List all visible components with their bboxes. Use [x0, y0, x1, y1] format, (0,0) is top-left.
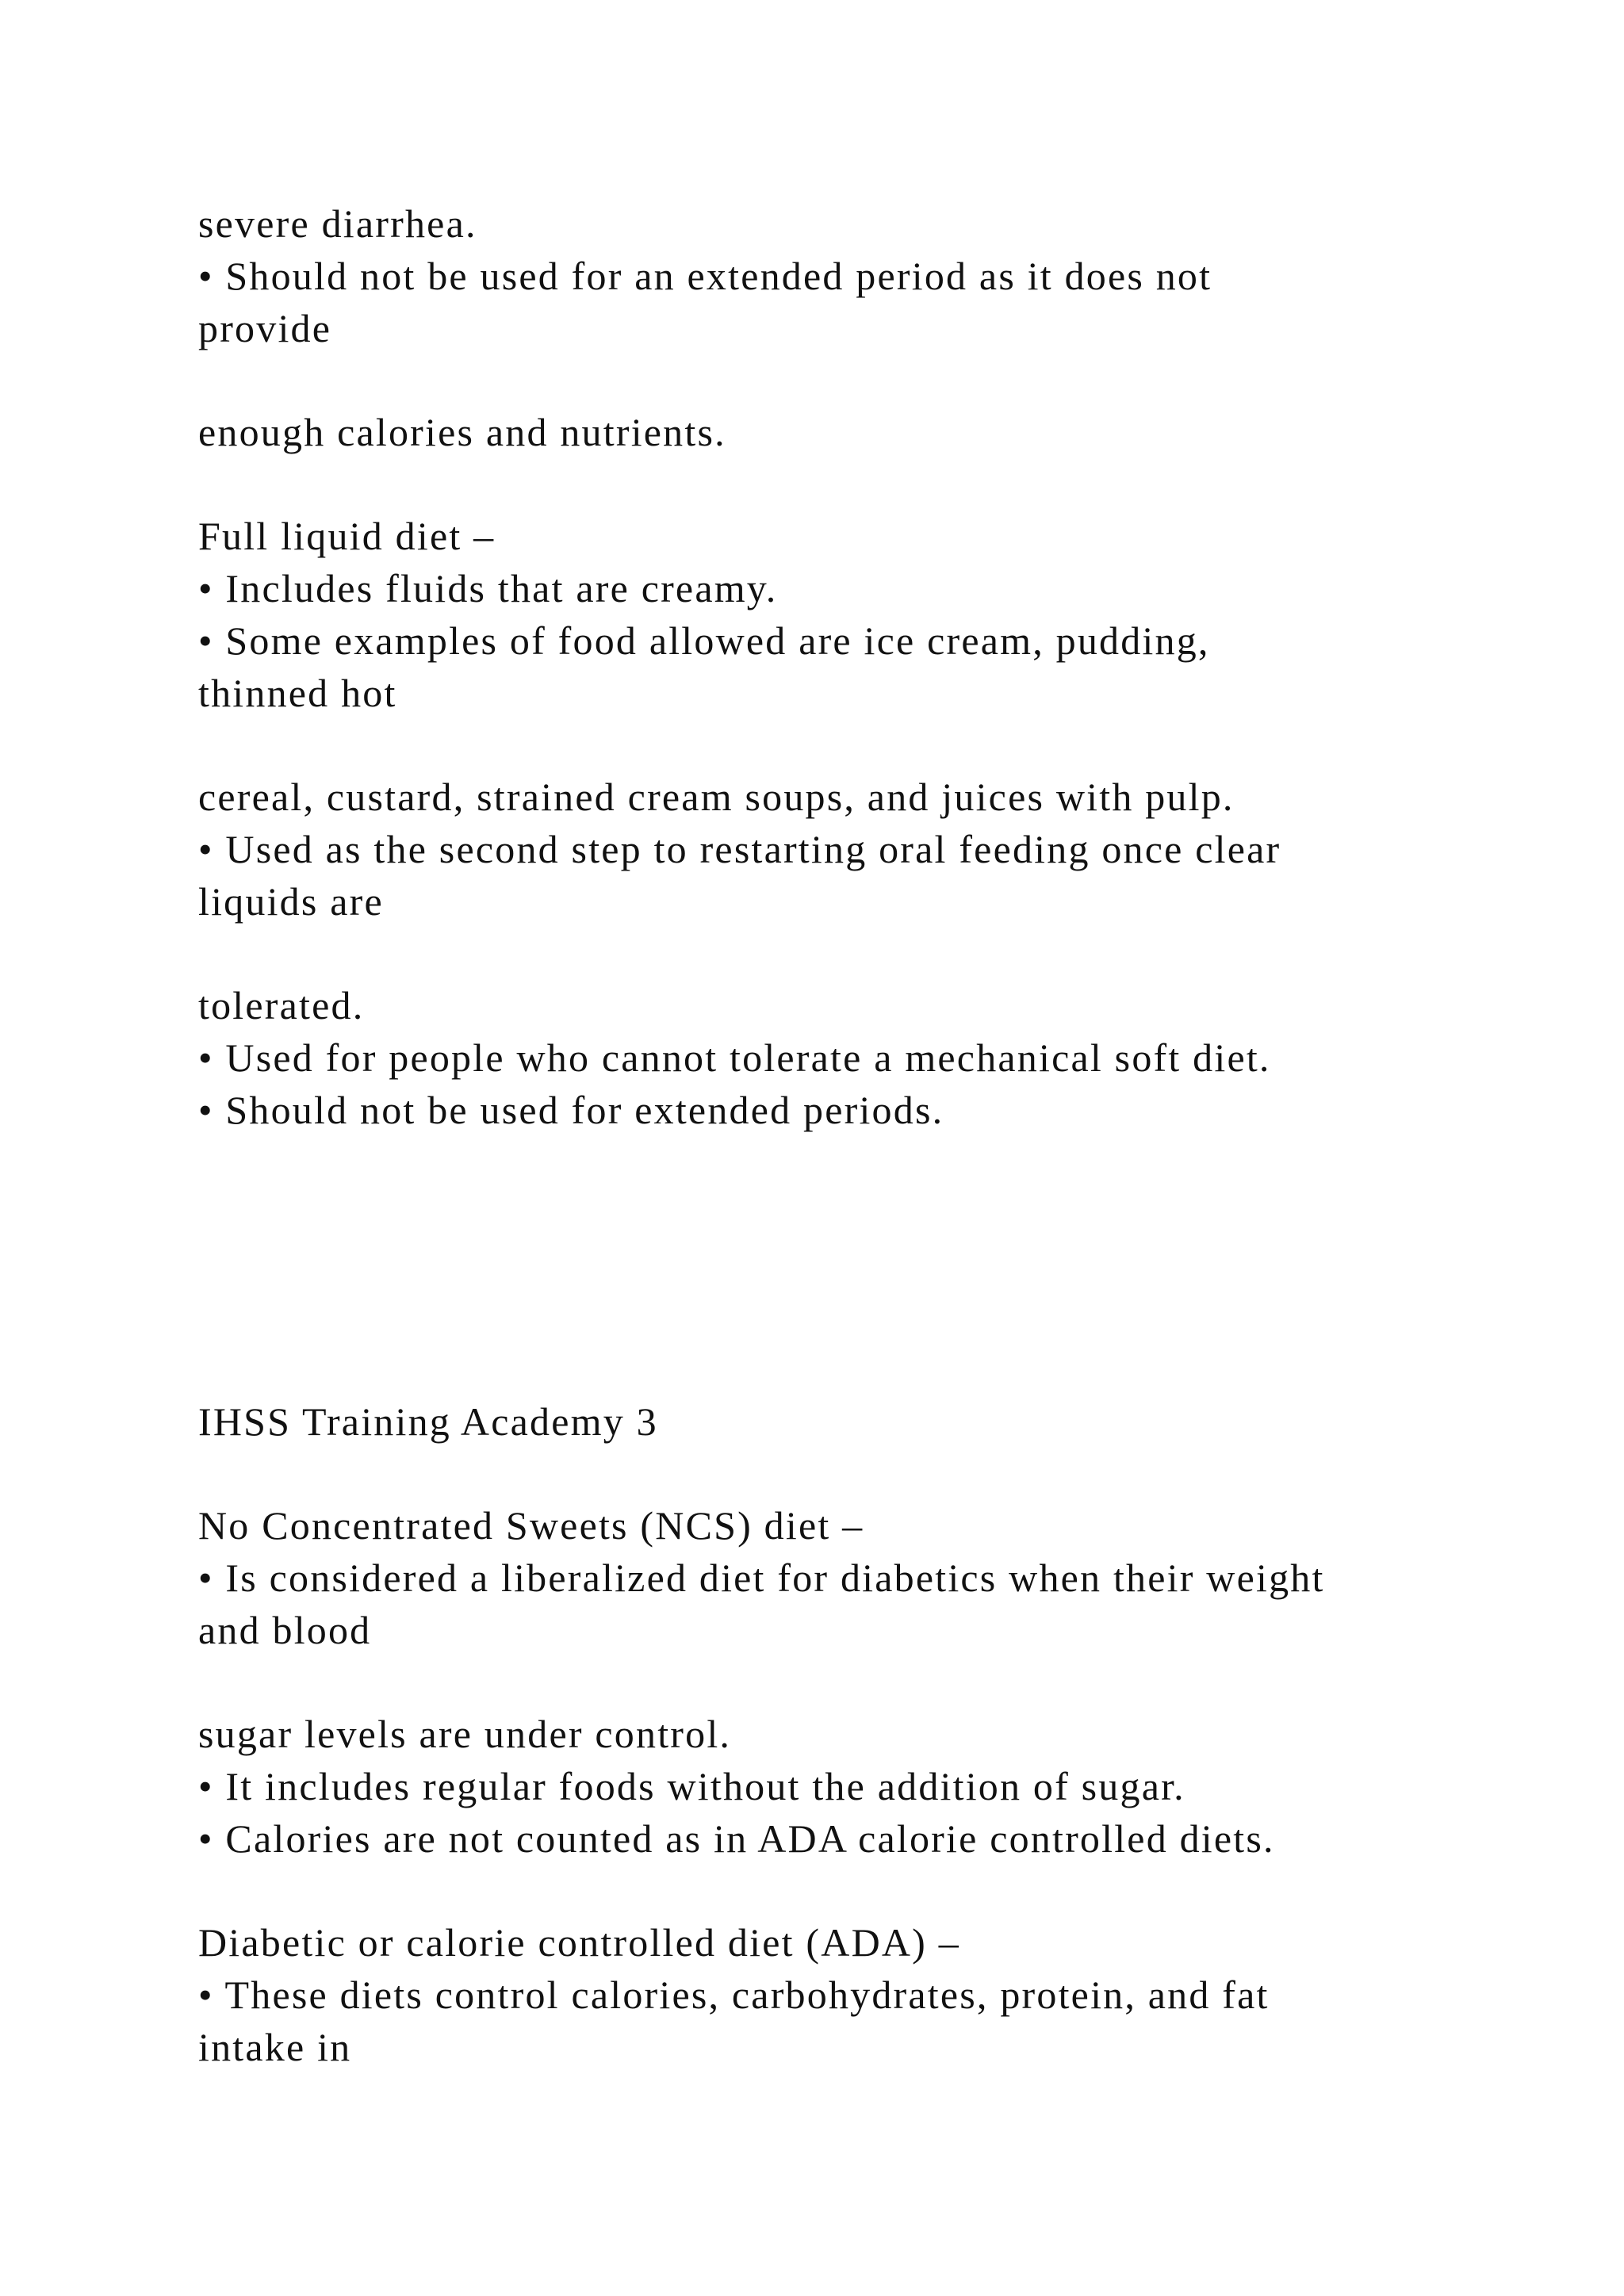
text-line: tolerated. [198, 983, 365, 1027]
text-line: • Is considered a liberalized diet for diabetics when their weight [198, 1556, 1325, 1600]
text-line: • Calories are not counted as in ADA calorie controlled diets. [198, 1816, 1275, 1861]
text-line: provide [198, 306, 332, 350]
text-line: • Should not be used for extended periods. [198, 1088, 944, 1132]
text-line: severe diarrhea. [198, 201, 477, 246]
text-line: enough calories and nutrients. [198, 410, 726, 454]
text-line: • These diets control calories, carbohydrates, protein, and fat [198, 1973, 1270, 2017]
text-line: and blood [198, 1608, 372, 1652]
text-line: • Used as the second step to restarting oral feeding once clear [198, 827, 1281, 871]
section-heading: Full liquid diet – [198, 514, 496, 558]
text-line: • Some examples of food allowed are ice cream, pudding, [198, 618, 1210, 663]
section-heading: No Concentrated Sweets (NCS) diet – [198, 1503, 864, 1548]
text-line: • Used for people who cannot tolerate a mechanical soft diet. [198, 1035, 1271, 1080]
text-line: cereal, custard, strained cream soups, and juices with pulp. [198, 775, 1235, 819]
text-line: liquids are [198, 879, 384, 924]
text-line: sugar levels are under control. [198, 1712, 732, 1756]
text-line: thinned hot [198, 671, 397, 715]
text-line: • It includes regular foods without the addition of sugar. [198, 1764, 1185, 1808]
text-line: intake in [198, 2025, 352, 2069]
text-line: • Includes fluids that are creamy. [198, 566, 778, 610]
section-heading: Diabetic or calorie controlled diet (ADA) – [198, 1920, 960, 1965]
text-line: • Should not be used for an extended period as it does not [198, 254, 1212, 298]
page-header: IHSS Training Academy 3 [198, 1399, 658, 1444]
